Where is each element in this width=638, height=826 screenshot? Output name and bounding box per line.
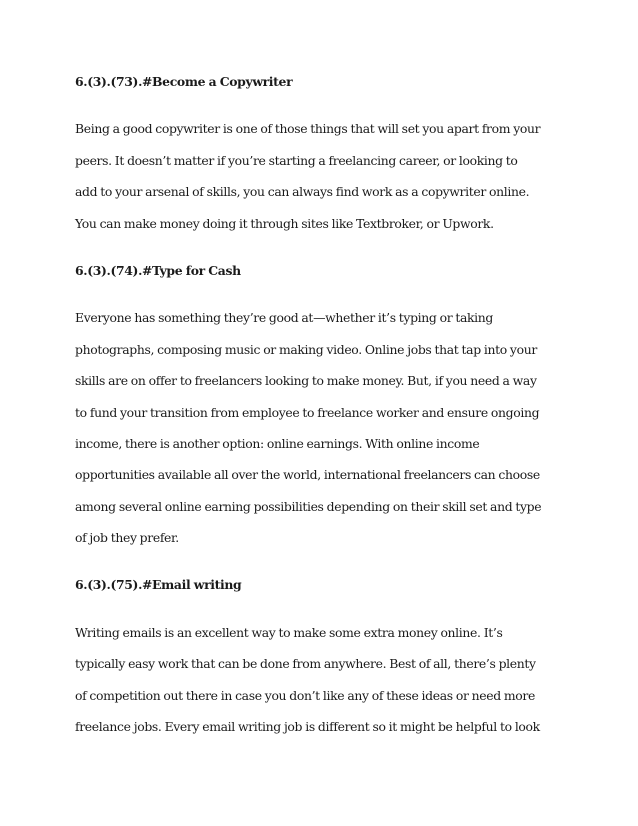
- section-paragraph-email-writing: [75, 617, 575, 743]
- paragraph-line: freelance jobs. Every email writing job is different so it might be helpful to look: [75, 719, 540, 735]
- section-paragraph-become-a-copywriter: [75, 113, 575, 239]
- paragraph-line: of competition out there in case you don’t like any of these ideas or need more: [75, 687, 535, 703]
- paragraph-line: typically easy work that can be done from anywhere. Best of all, there’s plenty: [75, 656, 536, 672]
- paragraph-line: photographs, composing music or making video. Online jobs that tap into your: [75, 341, 537, 357]
- paragraph-line: Everyone has something they’re good at—whether it’s typing or taking: [75, 310, 493, 326]
- section-heading-become-a-copywriter: 6.(3).(73).#Become a Copywriter: [75, 74, 293, 89]
- section-heading-type-for-cash: 6.(3).(74).#Type for Cash: [75, 262, 241, 278]
- paragraph-line: income, there is another option: online earnings. With online income: [75, 435, 480, 451]
- paragraph-line: Writing emails is an excellent way to make some extra money online. It’s: [75, 624, 503, 640]
- paragraph-line: of job they prefer.: [75, 530, 179, 546]
- paragraph-line: Being a good copywriter is one of those things that will set you apart from your: [75, 121, 541, 137]
- paragraph-line: skills are on offer to freelancers looking to make money. But, if you need a way: [75, 373, 537, 389]
- section-heading-email-writing: 6.(3).(75).#Email writing: [75, 577, 242, 593]
- paragraph-line: add to your arsenal of skills, you can always find work as a copywriter online.: [75, 184, 530, 200]
- document-body: [75, 66, 575, 758]
- paragraph-line: to fund your transition from employee to freelance worker and ensure ongoing: [75, 404, 540, 420]
- paragraph-line: opportunities available all over the world, international freelancers can choose: [75, 467, 540, 483]
- paragraph-line: You can make money doing it through sites like Textbroker, or Upwork.: [75, 215, 494, 231]
- paragraph-line: among several online earning possibilities depending on their skill set and type: [75, 498, 542, 514]
- paragraph-line: peers. It doesn’t matter if you’re starting a freelancing career, or looking to: [75, 152, 518, 168]
- section-paragraph-type-for-cash: [75, 302, 575, 553]
